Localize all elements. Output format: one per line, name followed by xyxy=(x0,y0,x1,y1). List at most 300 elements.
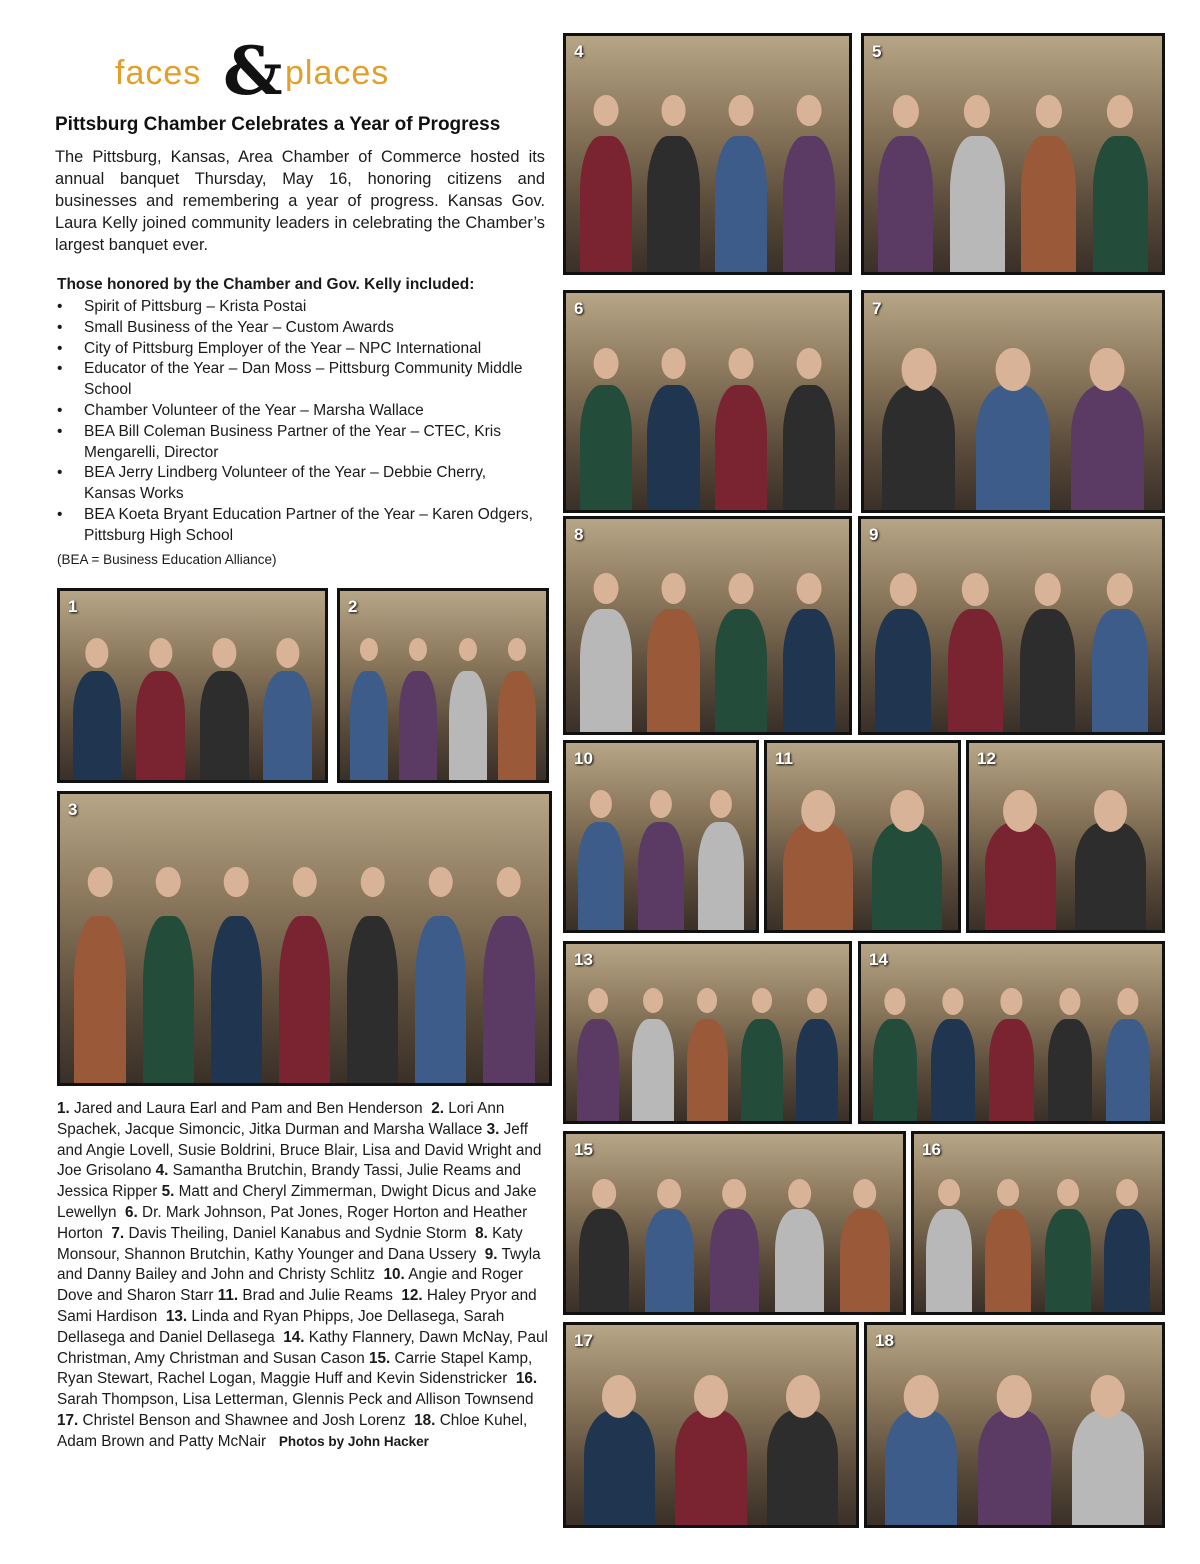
person-body xyxy=(783,822,853,930)
person-body xyxy=(1021,136,1076,272)
person-figure xyxy=(348,633,389,780)
caption-text: Jeff and Angie Lovell, Susie Boldrini, Bruce Blair, Lisa and David Wright and Joe Grisolano xyxy=(57,1120,542,1180)
person-head xyxy=(996,348,1031,392)
person-head xyxy=(729,348,754,379)
person-head xyxy=(801,790,835,832)
bullet-icon: • xyxy=(57,339,63,357)
person-body xyxy=(715,136,767,272)
photo-number: 16 xyxy=(922,1140,941,1159)
photo-number: 11 xyxy=(775,749,793,768)
person-figure xyxy=(781,88,838,272)
photo-number: 5 xyxy=(872,42,882,61)
person-head xyxy=(1091,1375,1126,1418)
caption-text: Kathy Flannery, Dawn McNay, Paul Christman, Amy Christman and Susan Cason xyxy=(57,1328,548,1367)
person-head xyxy=(694,1375,728,1418)
person-head xyxy=(723,1179,747,1209)
photo-number: 10 xyxy=(574,749,593,768)
person-head xyxy=(1001,988,1022,1014)
bullet-icon: • xyxy=(57,464,63,482)
person-head xyxy=(590,790,612,818)
person-body xyxy=(645,1209,695,1312)
person-head xyxy=(962,573,988,606)
person-figure xyxy=(794,983,839,1121)
person-body xyxy=(143,916,194,1083)
photo-14 xyxy=(858,941,1165,1124)
person-head xyxy=(85,638,108,667)
photo-3 xyxy=(57,791,552,1086)
person-body xyxy=(647,385,699,510)
bullet-icon: • xyxy=(57,318,63,336)
honoree-item xyxy=(57,463,542,505)
photo-number: 1 xyxy=(68,597,78,616)
person-body xyxy=(580,385,632,510)
photo-2 xyxy=(337,588,549,783)
person-head xyxy=(938,1179,960,1206)
person-head xyxy=(1107,95,1133,128)
photo-number: 15 xyxy=(574,1140,593,1159)
person-figure xyxy=(413,858,469,1083)
photo-credit: Photos by John Hacker xyxy=(278,1433,429,1449)
person-body xyxy=(1020,609,1075,732)
person-figure xyxy=(134,633,187,780)
person-head xyxy=(1034,573,1060,606)
person-figure xyxy=(696,784,747,930)
person-head xyxy=(890,790,924,832)
person-body xyxy=(579,1209,629,1312)
article-intro: The Pittsburg, Kansas, Area Chamber of Commerce hosted its annual banquet Thursday, May 16, honoring citizens and businesses and remembering a year of progress. Kansas Gov. Laura Kelly joined community leaders in celebrating the Chamber’s largest banquet ever. xyxy=(55,148,545,254)
person-body xyxy=(741,1019,783,1121)
person-figure xyxy=(1046,983,1094,1121)
person-head xyxy=(602,1375,636,1418)
person-head xyxy=(729,573,754,604)
person-figure xyxy=(575,983,620,1121)
person-body xyxy=(783,136,835,272)
person-figure xyxy=(645,88,702,272)
person-figure xyxy=(72,858,128,1083)
person-head xyxy=(643,988,663,1013)
person-figure xyxy=(945,566,1005,732)
photo-4 xyxy=(563,33,852,275)
photo-number: 8 xyxy=(574,525,584,544)
person-figure xyxy=(497,633,538,780)
person-body xyxy=(647,136,699,272)
person-head xyxy=(1003,790,1037,832)
person-head xyxy=(661,573,686,604)
person-head xyxy=(964,95,990,128)
honoree-item xyxy=(57,339,542,360)
honoree-text: Chamber Volunteer of the Year – Marsha Wallace xyxy=(84,401,424,419)
person-figure xyxy=(924,1173,974,1312)
person-body xyxy=(675,1410,746,1525)
person-head xyxy=(1036,95,1062,128)
person-head xyxy=(1107,573,1133,606)
photo-number: 6 xyxy=(574,299,584,318)
person-body xyxy=(875,609,930,732)
caption-number: 13. xyxy=(165,1307,188,1325)
person-body xyxy=(775,1209,825,1312)
masthead-word-places: places xyxy=(285,54,390,92)
person-head xyxy=(459,638,477,661)
person-figure xyxy=(708,1173,762,1312)
photo-number: 13 xyxy=(574,950,593,969)
masthead-ampersand: & xyxy=(223,32,283,110)
honoree-item xyxy=(57,297,542,318)
caption-number: 10. xyxy=(383,1266,405,1284)
person-head xyxy=(901,348,936,392)
caption-text: Haley Pryor and Sami Hardison xyxy=(57,1287,537,1325)
person-body xyxy=(878,136,933,272)
caption-number: 5. xyxy=(161,1183,175,1201)
person-head xyxy=(1057,1179,1079,1206)
caption-number: 14. xyxy=(283,1328,305,1346)
bullet-icon: • xyxy=(57,505,63,523)
person-figure xyxy=(780,784,856,930)
person-head xyxy=(1116,1179,1138,1206)
caption-number: 15. xyxy=(369,1349,391,1367)
person-head xyxy=(943,988,964,1014)
caption-text: Dr. Mark Johnson, Pat Jones, Roger Horton and Heather Horton xyxy=(57,1203,528,1242)
person-head xyxy=(661,348,686,379)
honoree-text: Educator of the Year – Dan Moss – Pittsburg Community Middle School xyxy=(84,360,523,399)
person-body xyxy=(948,609,1003,732)
person-figure xyxy=(781,566,838,732)
person-body xyxy=(1075,822,1146,930)
person-head xyxy=(797,95,822,126)
person-body xyxy=(399,671,437,780)
person-body xyxy=(350,671,388,780)
person-body xyxy=(985,1209,1031,1312)
person-figure xyxy=(713,88,770,272)
person-figure xyxy=(630,983,675,1121)
person-figure xyxy=(1102,1173,1152,1312)
honoree-item xyxy=(57,359,542,401)
person-figure xyxy=(975,1369,1054,1525)
person-figure xyxy=(71,633,124,780)
person-body xyxy=(279,916,330,1083)
person-head xyxy=(593,573,618,604)
person-body xyxy=(449,671,487,780)
person-body xyxy=(931,1019,975,1121)
honoree-text: BEA Bill Coleman Business Partner of the Year – CTEC, Kris Mengarelli, Director xyxy=(84,422,501,461)
person-head xyxy=(508,638,526,661)
person-body xyxy=(73,671,122,780)
person-body xyxy=(578,822,625,930)
person-head xyxy=(997,1179,1019,1206)
caption-number: 17. xyxy=(57,1411,79,1429)
person-body xyxy=(882,385,955,510)
person-figure xyxy=(481,858,537,1083)
person-body xyxy=(638,822,685,930)
person-body xyxy=(580,136,632,272)
person-head xyxy=(752,988,772,1013)
person-figure xyxy=(261,633,314,780)
person-figure xyxy=(879,341,958,510)
photo-11 xyxy=(764,740,961,933)
person-body xyxy=(950,136,1005,272)
person-figure xyxy=(345,858,401,1083)
honoree-text: BEA Koeta Bryant Education Partner of the Year – Karen Odgers, Pittsburg High School xyxy=(84,505,533,544)
caption-number: 6. xyxy=(125,1203,138,1221)
caption-text: Brad and Julie Reams xyxy=(242,1287,393,1305)
person-body xyxy=(767,1410,838,1525)
person-head xyxy=(997,1375,1032,1418)
person-figure xyxy=(947,88,1007,272)
person-body xyxy=(985,822,1056,930)
person-figure xyxy=(208,858,264,1083)
caption-text: Christel Benson and Shawnee and Josh Lorenz xyxy=(82,1411,406,1429)
person-body xyxy=(1104,1209,1150,1312)
person-body xyxy=(647,609,699,732)
person-body xyxy=(1093,136,1148,272)
person-figure xyxy=(987,983,1035,1121)
person-body xyxy=(872,822,942,930)
person-head xyxy=(593,95,618,126)
person-figure xyxy=(869,784,945,930)
photo-5 xyxy=(861,33,1165,275)
person-head xyxy=(593,348,618,379)
person-head xyxy=(1094,790,1128,832)
person-head xyxy=(807,988,827,1013)
person-body xyxy=(483,916,534,1083)
masthead-logo xyxy=(115,32,415,110)
person-head xyxy=(497,867,522,898)
person-figure xyxy=(398,633,439,780)
photo-9 xyxy=(858,516,1165,735)
person-head xyxy=(409,638,427,661)
person-figure xyxy=(982,784,1059,930)
person-head xyxy=(149,638,172,667)
person-body xyxy=(926,1209,972,1312)
person-head xyxy=(788,1179,812,1209)
person-head xyxy=(657,1179,681,1209)
photo-number: 3 xyxy=(68,800,78,819)
caption-number: 2. xyxy=(431,1100,444,1117)
person-figure xyxy=(577,341,634,510)
caption-text: Davis Theiling, Daniel Kanabus and Sydnie Storm xyxy=(128,1224,467,1242)
honoree-item xyxy=(57,318,542,339)
person-figure xyxy=(645,341,702,510)
person-body xyxy=(1048,1019,1092,1121)
caption-text: Jared and Laura Earl and Pam and Ben Henderson xyxy=(74,1100,423,1117)
person-figure xyxy=(1068,341,1147,510)
person-body xyxy=(796,1019,838,1121)
person-figure xyxy=(929,983,977,1121)
person-body xyxy=(584,1410,655,1525)
person-body xyxy=(1071,385,1144,510)
person-head xyxy=(710,790,732,818)
person-body xyxy=(715,609,767,732)
person-head xyxy=(276,638,299,667)
caption-number: 16. xyxy=(515,1370,538,1388)
person-head xyxy=(786,1375,820,1418)
person-figure xyxy=(685,983,730,1121)
photo-10 xyxy=(563,740,759,933)
person-figure xyxy=(973,341,1052,510)
photo-17 xyxy=(563,1322,859,1528)
caption-number: 12. xyxy=(401,1287,423,1305)
photo-number: 18 xyxy=(875,1331,894,1350)
photo-number: 2 xyxy=(348,597,358,616)
honoree-item xyxy=(57,505,542,547)
person-head xyxy=(1059,988,1080,1014)
person-head xyxy=(729,95,754,126)
person-figure xyxy=(882,1369,961,1525)
person-figure xyxy=(1018,566,1078,732)
person-head xyxy=(360,638,378,661)
person-figure xyxy=(773,1173,827,1312)
person-figure xyxy=(1090,88,1150,272)
person-head xyxy=(885,988,906,1014)
person-figure xyxy=(871,983,919,1121)
caption-text: Sarah Thompson, Lisa Letterman, Glennis Peck and Allison Townsend xyxy=(57,1391,534,1409)
photo-12 xyxy=(966,740,1165,933)
person-body xyxy=(783,385,835,510)
person-figure xyxy=(577,88,634,272)
caption-number: 18. xyxy=(414,1411,436,1429)
person-body xyxy=(978,1410,1050,1525)
person-head xyxy=(650,790,672,818)
caption-number: 11. xyxy=(217,1287,239,1305)
honoree-item xyxy=(57,422,542,464)
caption-number: 8. xyxy=(475,1224,488,1242)
person-head xyxy=(797,573,822,604)
person-body xyxy=(976,385,1049,510)
photo-number: 7 xyxy=(872,299,882,318)
person-figure xyxy=(1072,784,1149,930)
person-figure xyxy=(873,566,933,732)
bullet-icon: • xyxy=(57,298,63,315)
photo-1 xyxy=(57,588,328,783)
person-figure xyxy=(198,633,251,780)
person-body xyxy=(200,671,249,780)
masthead-word-faces: faces xyxy=(115,54,202,92)
bullet-icon: • xyxy=(57,401,63,419)
honoree-item xyxy=(57,401,542,422)
person-figure xyxy=(577,1173,631,1312)
person-body xyxy=(498,671,536,780)
bea-note: (BEA = Business Education Alliance) xyxy=(57,552,277,567)
caption-number: 1. xyxy=(57,1100,70,1117)
person-body xyxy=(632,1019,674,1121)
honoree-text: City of Pittsburg Employer of the Year – NPC International xyxy=(84,339,482,357)
person-head xyxy=(698,988,718,1013)
person-figure xyxy=(876,88,936,272)
caption-number: 7. xyxy=(111,1224,125,1242)
person-body xyxy=(1106,1019,1150,1121)
person-head xyxy=(360,867,385,898)
person-head xyxy=(904,1375,939,1418)
person-figure xyxy=(713,566,770,732)
photo-number: 17 xyxy=(574,1331,593,1350)
photo-number: 9 xyxy=(869,525,879,544)
photo-15 xyxy=(563,1131,906,1315)
person-head xyxy=(292,867,317,898)
person-body xyxy=(885,1410,957,1525)
person-body xyxy=(840,1209,890,1312)
person-body xyxy=(873,1019,917,1121)
photo-number: 4 xyxy=(574,42,584,61)
person-body xyxy=(1092,609,1147,732)
person-body xyxy=(415,916,466,1083)
article-headline: Pittsburg Chamber Celebrates a Year of Progress xyxy=(55,114,501,135)
person-figure xyxy=(447,633,488,780)
photo-16 xyxy=(911,1131,1165,1315)
photo-18 xyxy=(864,1322,1165,1528)
caption-text: Chloe Kuhel, Adam Brown and Patty McNair xyxy=(57,1411,528,1450)
caption-number: 4. xyxy=(155,1162,169,1180)
person-head xyxy=(213,638,236,667)
person-head xyxy=(1090,348,1125,392)
person-head xyxy=(428,867,453,898)
caption-text: Twyla and Danny Bailey and John and Christy Schlitz xyxy=(57,1245,541,1284)
honorees-list xyxy=(57,297,542,547)
caption-number: 3. xyxy=(486,1120,500,1138)
person-figure xyxy=(764,1369,841,1525)
caption-text: Katy Monsour, Shannon Brutchin, Kathy Younger and Dana Ussery xyxy=(57,1224,523,1263)
photo-13 xyxy=(563,941,852,1124)
person-figure xyxy=(576,784,627,930)
person-body xyxy=(783,609,835,732)
photo-7 xyxy=(861,290,1165,513)
person-figure xyxy=(672,1369,749,1525)
photo-6 xyxy=(563,290,852,513)
person-figure xyxy=(636,784,687,930)
person-head xyxy=(88,867,113,898)
person-figure xyxy=(1104,983,1152,1121)
person-figure xyxy=(740,983,785,1121)
person-head xyxy=(592,1179,616,1209)
person-body xyxy=(710,1209,760,1312)
person-figure xyxy=(140,858,196,1083)
person-figure xyxy=(577,566,634,732)
person-head xyxy=(890,573,916,606)
person-body xyxy=(1072,1410,1144,1525)
caption-text: Samantha Brutchin, Brandy Tassi, Julie Reams and Jessica Ripper xyxy=(57,1162,521,1201)
person-head xyxy=(893,95,919,128)
honorees-title: Those honored by the Chamber and Gov. Kelly included: xyxy=(57,276,475,293)
photo-captions xyxy=(57,1099,552,1453)
person-body xyxy=(211,916,262,1083)
caption-text: Matt and Cheryl Zimmerman, Dwight Dicus and Jake Lewellyn xyxy=(57,1183,537,1221)
bullet-icon: • xyxy=(57,360,63,378)
person-figure xyxy=(838,1173,892,1312)
person-body xyxy=(580,609,632,732)
person-head xyxy=(588,988,608,1013)
person-head xyxy=(853,1179,877,1209)
honoree-text: Spirit of Pittsburg – Krista Postai xyxy=(84,298,307,315)
caption-text: Linda and Ryan Phipps, Joe Dellasega, Sarah Dellasega and Daniel Dellasega xyxy=(57,1307,505,1346)
person-head xyxy=(224,867,249,898)
person-figure xyxy=(713,341,770,510)
person-body xyxy=(577,1019,619,1121)
person-head xyxy=(156,867,181,898)
person-figure xyxy=(645,566,702,732)
person-body xyxy=(263,671,312,780)
photo-8 xyxy=(563,516,852,735)
honoree-text: BEA Jerry Lindberg Volunteer of the Year – Debbie Cherry, Kansas Works xyxy=(84,464,487,503)
person-body xyxy=(74,916,125,1083)
person-figure xyxy=(781,341,838,510)
person-figure xyxy=(1069,1369,1148,1525)
person-head xyxy=(661,95,686,126)
person-body xyxy=(347,916,398,1083)
person-figure xyxy=(642,1173,696,1312)
person-figure xyxy=(1043,1173,1093,1312)
photo-number: 14 xyxy=(869,950,888,969)
person-figure xyxy=(1019,88,1079,272)
photo-number: 12 xyxy=(977,749,996,768)
person-figure xyxy=(983,1173,1033,1312)
